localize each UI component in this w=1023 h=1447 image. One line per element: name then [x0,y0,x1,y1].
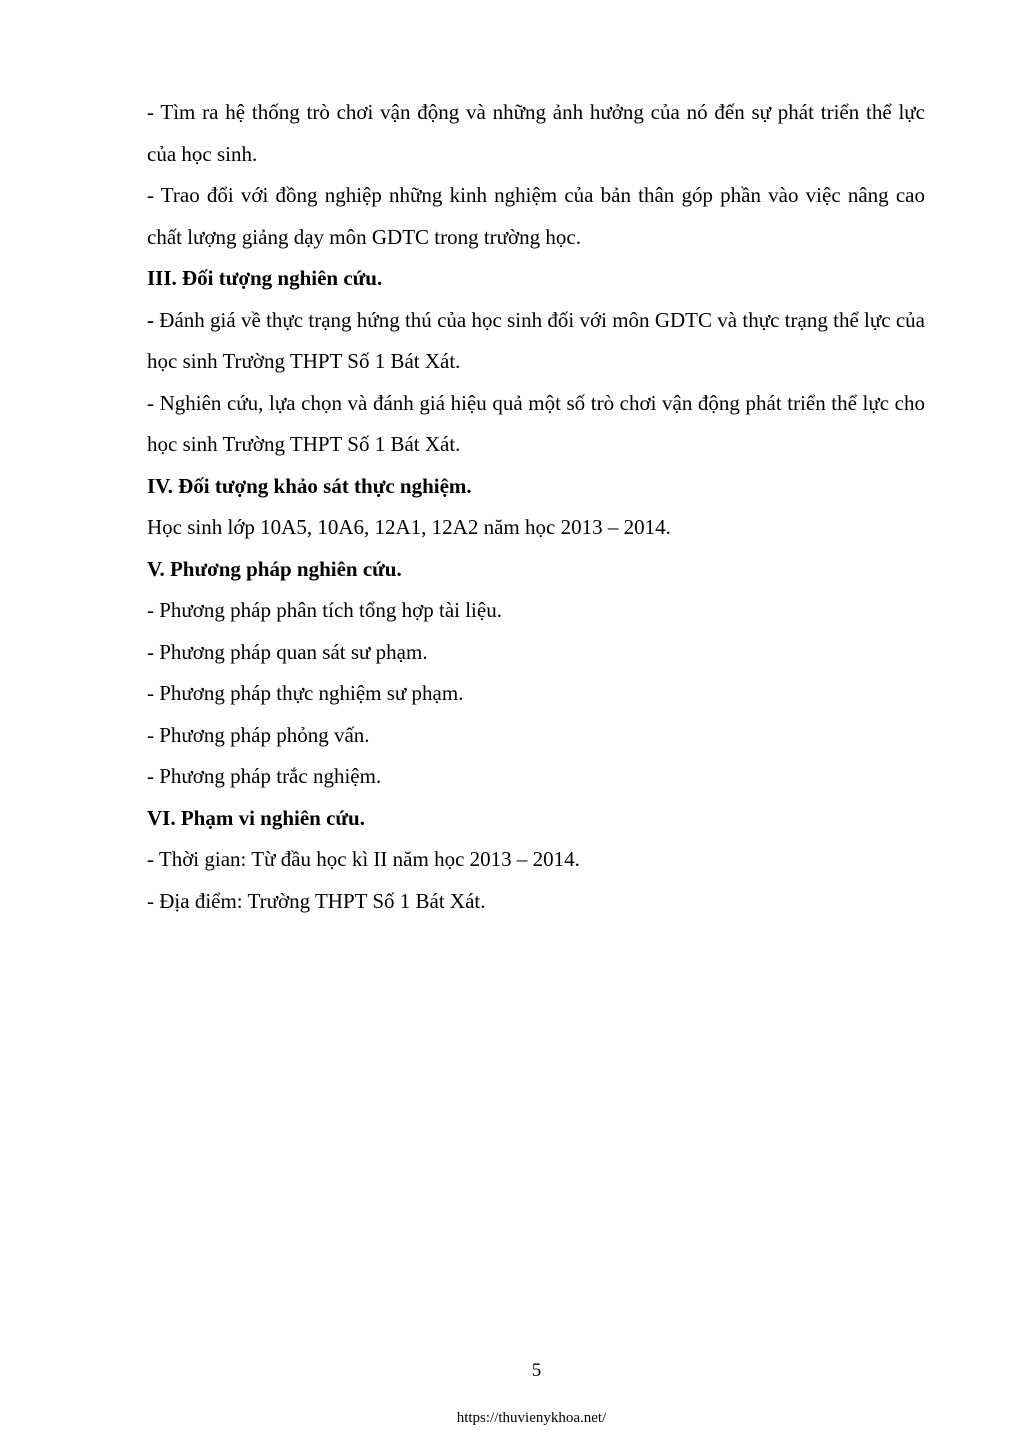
heading-section-iv: IV. Đối tượng khảo sát thực nghiệm. [147,473,472,498]
page-number: 5 [531,1360,542,1381]
method-item: - Phương pháp trắc nghiệm. [147,764,382,788]
method-item: - Phương pháp quan sát sư phạm. [147,639,428,664]
paragraph-objective-games: - Tìm ra hệ thống trò chơi vận động và những ảnh hưởng của nó đến sự phát triển thể lực của học sinh. [147,100,925,166]
paragraph-subject-assessment-text: Đánh giá về thực trạng hứng thú của học sinh đối với môn GDTC và thực trạng thể lực của học sinh Trường THPT Số 1 Bát Xát. [147,307,925,373]
footer-url: https://thuvienykhoa.net/ [456,1410,607,1426]
method-item: - Phương pháp phân tích tổng hợp tài liệu. [147,598,502,622]
bold-dash: - [147,307,154,332]
document-body [147,92,925,922]
heading-section-vi: VI. Phạm vi nghiên cứu. [147,805,365,830]
paragraph-subject-assessment [147,300,925,383]
scope-time: - Thời gian: Từ đầu học kì II năm học 2013 – 2014. [147,847,580,871]
heading-section-v: V. Phương pháp nghiên cứu. [147,556,402,581]
paragraph-survey-classes: Học sinh lớp 10A5, 10A6, 12A1, 12A2 năm học 2013 – 2014. [147,515,671,539]
paragraph-subject-research: - Nghiên cứu, lựa chọn và đánh giá hiệu quả một số trò chơi vận động phát triển thể lực cho học sinh Trường THPT Số 1 Bát Xát. [147,390,925,456]
method-item: - Phương pháp thực nghiệm sư phạm. [147,681,464,705]
method-item: - Phương pháp phỏng vấn. [147,722,370,747]
heading-section-iii: III. Đối tượng nghiên cứu. [147,266,383,290]
scope-location: - Địa điểm: Trường THPT Số 1 Bát Xát. [147,888,486,913]
paragraph-objective-exchange: - Trao đổi với đồng nghiệp những kinh nghiệm của bản thân góp phần vào việc nâng cao chất lượng giảng dạy môn GDTC trong trường học. [147,183,925,249]
